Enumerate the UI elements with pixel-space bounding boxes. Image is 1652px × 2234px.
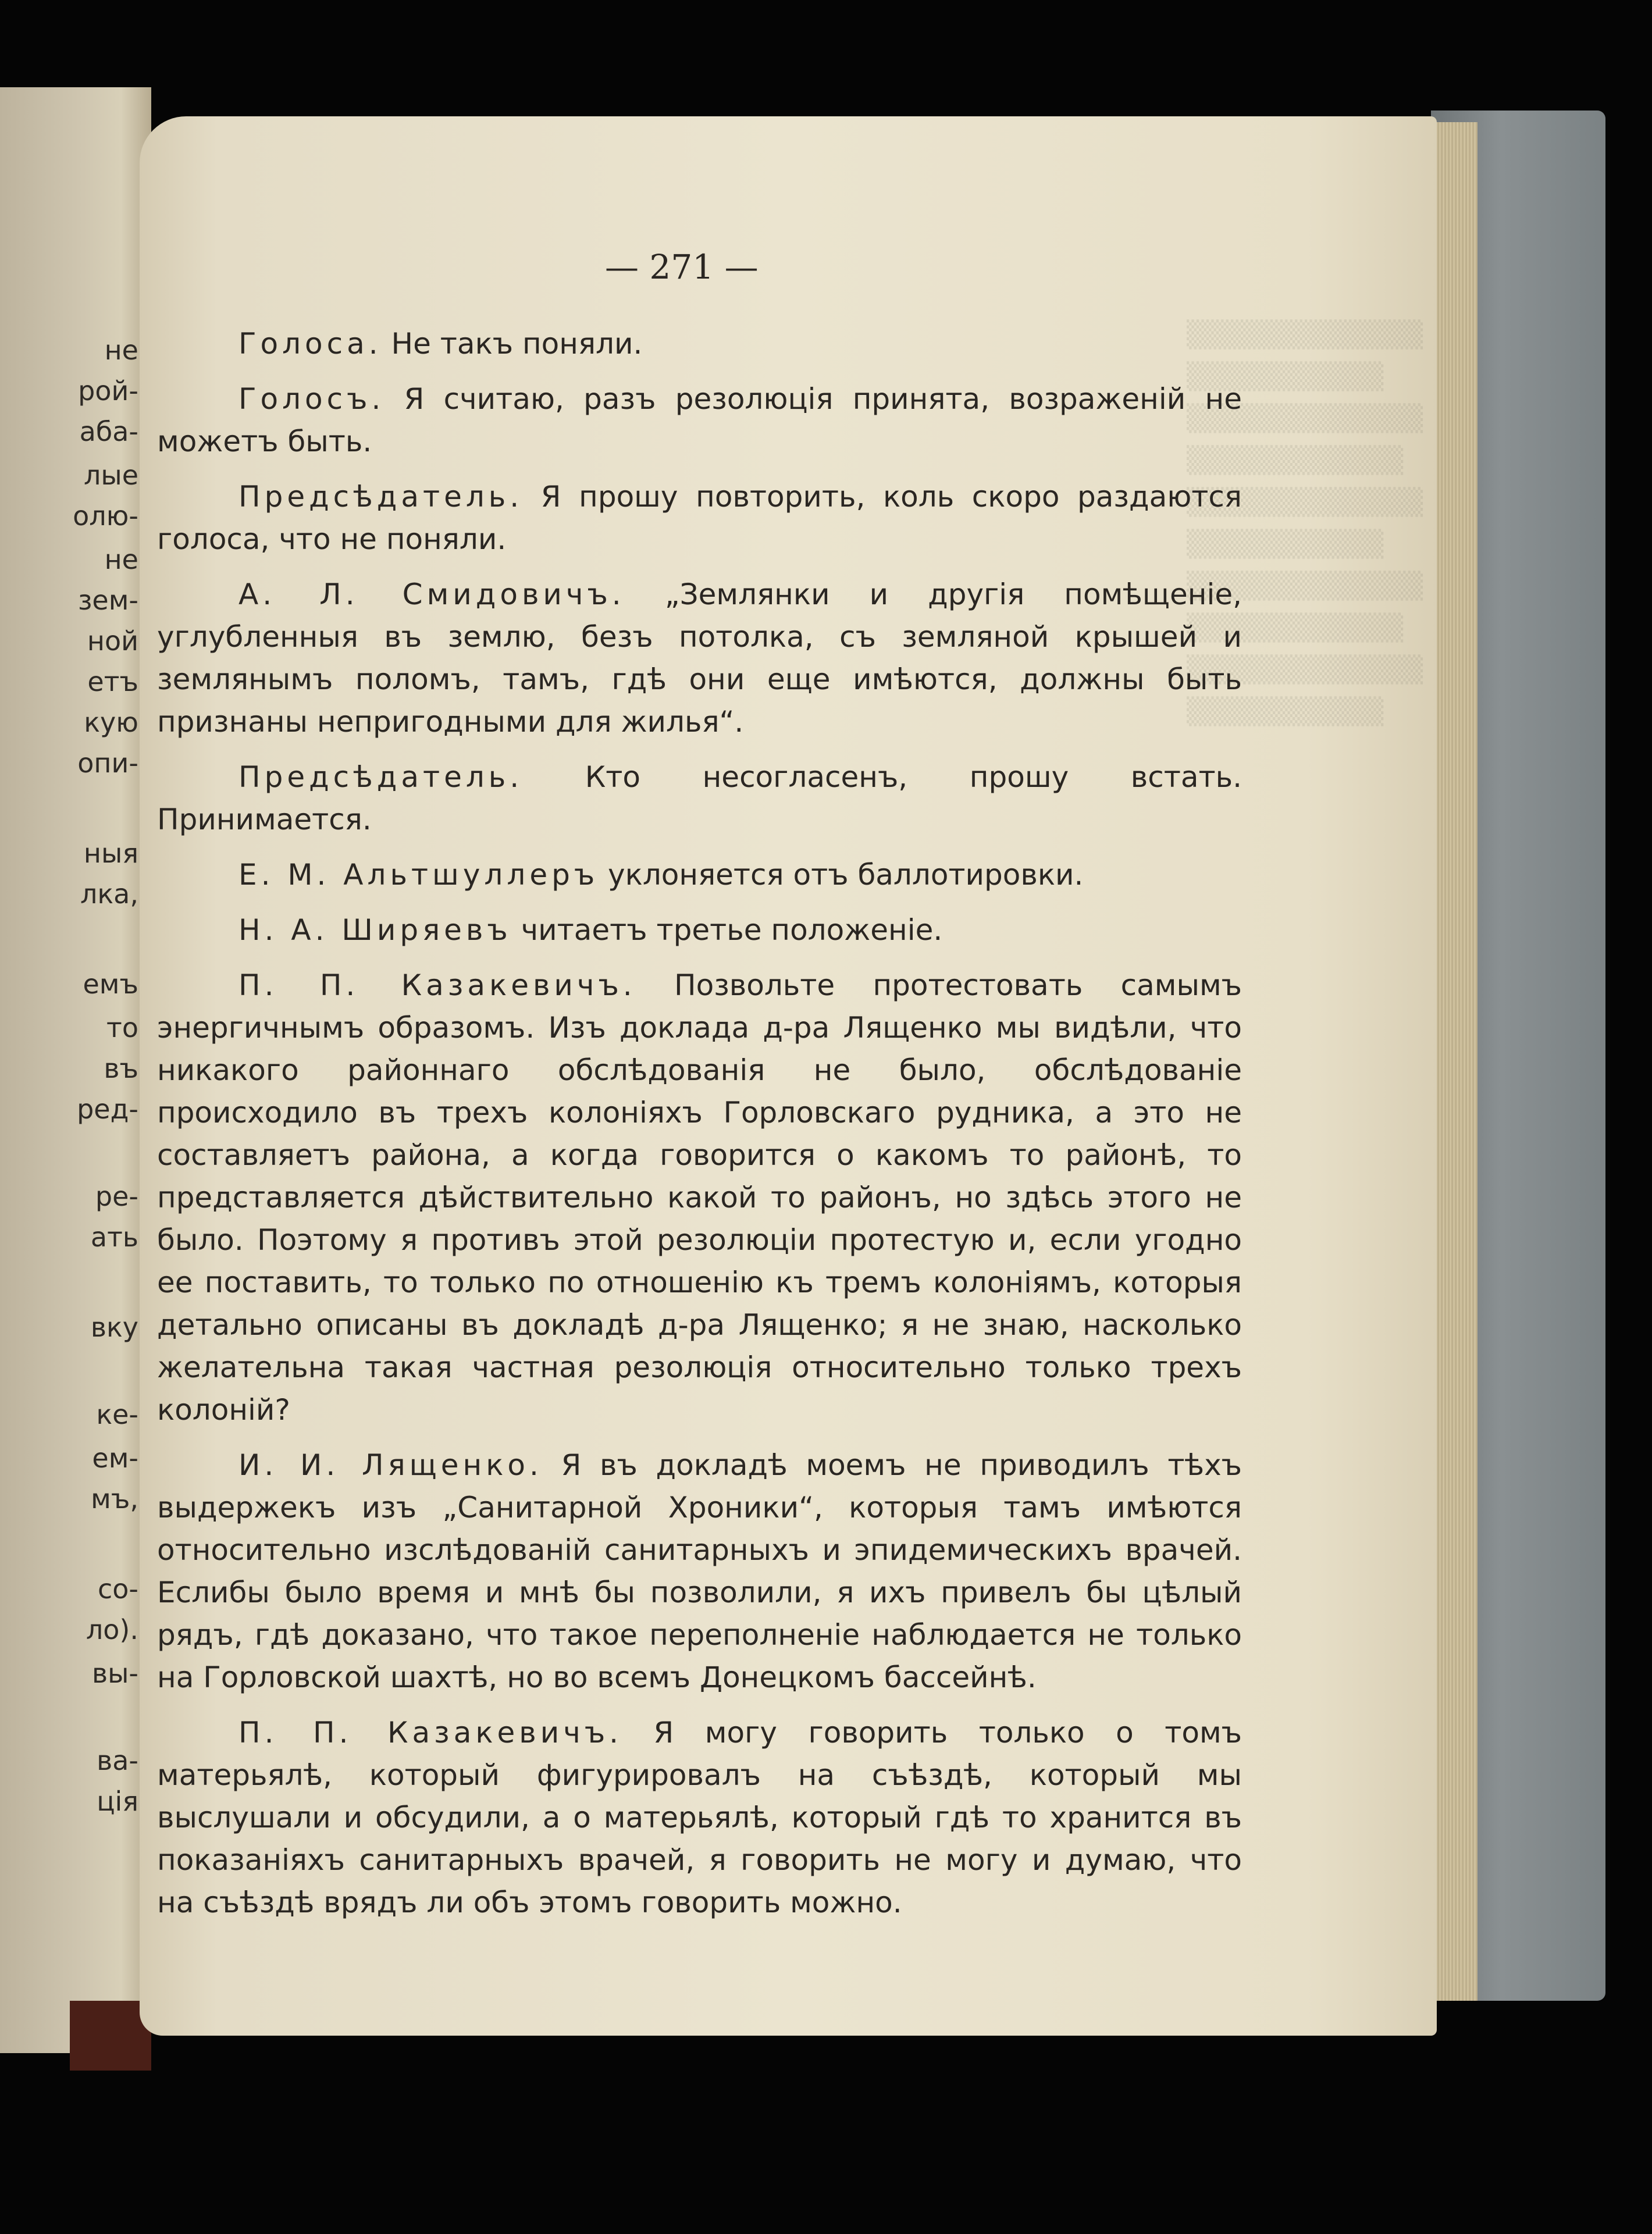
paragraph-text: Позвольте протестовать самымъ энергичнымъ образомъ. Изъ доклада д-ра Лященко мы видѣли, что никакого районнаго обслѣдованія не было, обслѣдованіе происходило въ трехъ колоніяхъ Горловскаго рудника, а это не составляетъ района, а когда говорится о какомъ то районѣ, то представляется дѣйствительно какой то районъ, но здѣсь этого не было. Поэтому я противъ этой резолюціи протестую и, если угодно ее поставить, то только по отношенію къ тремъ колоніямъ, которыя детально описаны въ докладѣ д-ра Лященко; я не знаю, насколько желательна такая частная резолюція относительно только трехъ колоній? xyxy=(157,968,1242,1427)
left-fragment: кую xyxy=(84,707,138,738)
left-fragment: ва- xyxy=(97,1745,138,1776)
left-fragment: олю- xyxy=(73,500,138,532)
paragraph xyxy=(157,1712,1242,1924)
left-fragment: вы- xyxy=(91,1658,138,1689)
paragraph-text: уклоняется отъ баллотировки. xyxy=(599,858,1084,892)
page-number: — 271 — xyxy=(605,247,759,287)
paragraph-text: Я могу говорить только о томъ матерьялѣ, который фигурировалъ на съѣздѣ, который мы выслушали и обсудили, а о матерьялѣ, который гдѣ то хранится въ показаніяхъ санитарныхъ врачей, я говорить не могу и думаю, что на съѣздѣ врядъ ли объ этомъ говорить можно. xyxy=(157,1716,1242,1919)
left-fragment: ем- xyxy=(92,1442,138,1474)
left-fragment: ке- xyxy=(96,1399,138,1430)
speaker-name: Голоса. xyxy=(238,327,382,361)
left-fragment: ать xyxy=(90,1221,138,1253)
left-fragment: не xyxy=(104,544,138,575)
paragraph-text: Не такъ поняли. xyxy=(382,327,643,361)
paragraph xyxy=(157,909,1242,952)
left-fragment: ныя xyxy=(83,838,138,869)
paragraph-text: „Землянки и другія помѣщеніе, углубленныя въ землю, безъ потолка, съ земляной крышей и землянымъ поломъ, тамъ, гдѣ они еще имѣются, должны быть признаны непригодными для жилья“. xyxy=(157,578,1242,739)
speaker-name: Н. А. Ширяевъ xyxy=(238,913,512,947)
left-fragment: аба- xyxy=(79,416,138,447)
show-through-texture: ▒▒▒▒▒▒▒▒▒▒▒▒ ▒▒▒▒▒▒▒▒▒▒ ▒▒▒▒▒▒▒▒▒▒▒▒ ▒▒▒▒▒▒▒▒▒▒▒ ▒▒▒▒▒▒▒▒▒▒▒▒ ▒▒▒▒▒▒▒▒▒▒ ▒▒▒▒▒▒▒▒▒▒▒▒ ▒▒▒▒▒▒▒▒▒▒▒ ▒▒▒▒▒▒▒▒▒▒▒▒ ▒▒▒▒▒▒▒▒▒▒ xyxy=(1187,320,1423,726)
left-fragment: мъ, xyxy=(91,1483,138,1515)
left-fragment: ція xyxy=(97,1786,138,1817)
paragraph-text: Я прошу повторить, коль скоро раздаются голоса, что не поняли. xyxy=(157,480,1242,556)
left-fragment: со- xyxy=(97,1573,138,1605)
paragraph xyxy=(157,573,1242,743)
left-fragment: ло). xyxy=(86,1614,138,1645)
speaker-name: Предсѣдатель. xyxy=(238,760,524,794)
paragraph xyxy=(157,1444,1242,1699)
paragraph xyxy=(157,854,1242,896)
paragraph xyxy=(157,964,1242,1431)
paragraph xyxy=(157,476,1242,561)
left-page xyxy=(0,87,151,2053)
left-fragment: зем- xyxy=(77,585,138,616)
speaker-name: Предсѣдатель. xyxy=(238,480,524,514)
left-fragment: рой- xyxy=(78,375,138,407)
left-fragment: емъ xyxy=(83,968,138,1000)
left-fragment: ре- xyxy=(95,1181,138,1212)
speaker-name: Е. М. Альтшуллеръ xyxy=(238,858,599,892)
paragraph-text: Я въ докладѣ моемъ не приводилъ тѣхъ выдержекъ изъ „Санитарной Хроники“, которыя тамъ имѣются относительно изслѣдованій санитарныхъ и эпидемическихъ врачей. Еслибы было время и мнѣ бы позволили, я ихъ привелъ бы цѣлый рядъ, гдѣ доказано, что такое переполненіе наблюдается не только на Горловской шахтѣ, но во всемъ Донецкомъ бассейнѣ. xyxy=(157,1448,1242,1694)
paragraph-text: Кто несогласенъ, прошу встать. Принимается. xyxy=(157,760,1242,836)
speaker-name: П. П. Казакевичъ. xyxy=(238,1716,623,1750)
speaker-name: Голосъ. xyxy=(238,382,385,416)
left-fragment: то xyxy=(106,1012,138,1043)
speaker-name: П. П. Казакевичъ. xyxy=(238,968,636,1002)
paragraph-text: Я считаю, разъ резолюція принята, возраженій не можетъ быть. xyxy=(157,382,1242,458)
paragraph xyxy=(157,323,1242,365)
left-fragment: опи- xyxy=(77,747,138,779)
paragraph-text: читаетъ третье положеніе. xyxy=(511,913,943,947)
left-fragment: лые xyxy=(83,459,138,491)
paragraph xyxy=(157,756,1242,841)
left-fragment: лка, xyxy=(80,878,138,910)
left-fragment: не xyxy=(104,334,138,366)
speaker-name: А. Л. Смидовичъ. xyxy=(238,578,625,611)
left-binding xyxy=(70,2001,151,2071)
left-fragment: вку xyxy=(90,1312,138,1343)
left-fragment: ной xyxy=(87,625,138,657)
page-body xyxy=(157,323,1242,1937)
paragraph xyxy=(157,378,1242,463)
left-fragment: въ xyxy=(104,1053,138,1084)
left-fragment: етъ xyxy=(87,666,138,697)
left-fragment: ред- xyxy=(77,1093,138,1125)
speaker-name: И. И. Лященко. xyxy=(238,1448,543,1482)
